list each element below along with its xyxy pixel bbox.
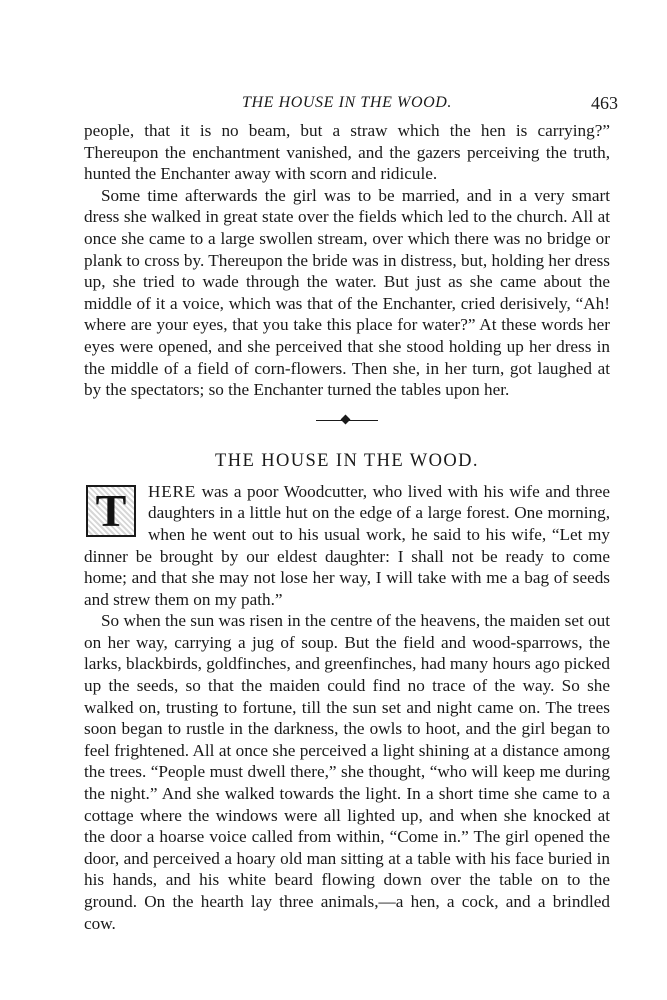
paragraph: Some time afterwards the girl was to be married, and in a very smart dress she walked in great state over the fields which led to the church. All at once she came to a large swollen stream, over which there was no bridge or plank to cross by. Thereupon the bride was in distress, but, holding her dress up, she tried to wade through the water. But just as she came about the middle of it a voice, which was that of the Enchanter, cried derisively, “Ah! where are your eyes, that you take this place for water?” At these words her eyes were opened, and she perceived that she stood holding up her dress in the middle of a field of corn-flowers. Then she, in her turn, got laughed at by the spectators; so the Enchanter turned the tables upon her. xyxy=(84,185,610,400)
paragraph-text: was a poor Woodcutter, who lived with his wife and three daughters in a little hut on the edge of a large forest. One morning, when he went out to his usual work, he said to his wife, “Let my dinner be brought by our eldest daughter: I shall not be ready to come home; and that she may not lose her way, I will take with me a bag of seeds and strew them on my path.” xyxy=(84,481,610,609)
page-number: 463 xyxy=(591,93,618,113)
story-title: THE HOUSE IN THE WOOD. xyxy=(215,450,479,471)
diamond-icon xyxy=(341,414,351,424)
paragraph: people, that it is no beam, but a straw which the hen is carrying?” Thereupon the enchantment vanished, and the gazers perceiving the truth, hunted the Enchanter away with scorn and ridicule. xyxy=(84,121,610,184)
drop-cap-letter: T xyxy=(95,484,127,536)
opening-caps: HERE xyxy=(148,481,197,501)
book-page xyxy=(84,88,618,934)
previous-story-text xyxy=(84,120,610,401)
section-ornament xyxy=(84,401,610,439)
paragraph: So when the sun was risen in the centre of the heavens, the maiden set out on her way, carrying a jug of soup. But the field and wood-sparrows, the larks, blackbirds, goldfinches, and greenfinches, had many hours ago picked up the seeds, so that the maiden could find no trace of the way. So she walked on, trusting to fortune, till the sun set and night came on. The trees soon began to rustle in the darkness, the owls to hoot, and the girl began to feel frightened. All at once she perceived a light shining at a distance among the trees. “People must dwell there,” she thought, “who will keep me during the night.” And she walked towards the light. In a short time she came to a cottage where the windows were all lighted up, and when she knocked at the door a hoarse voice called from within, “Come in.” The girl opened the door, and perceived a hoary old man sitting at a table with his face buried in his hands, and his white beard flowing down over the table on to the ground. On the hearth lay three animals,—a hen, a cock, and a brindled cow. xyxy=(84,611,610,933)
drop-cap-initial xyxy=(86,485,136,537)
running-head xyxy=(84,88,618,118)
running-head-title: THE HOUSE IN THE WOOD. xyxy=(241,94,453,111)
story-text xyxy=(84,481,610,934)
paragraph xyxy=(84,481,610,611)
